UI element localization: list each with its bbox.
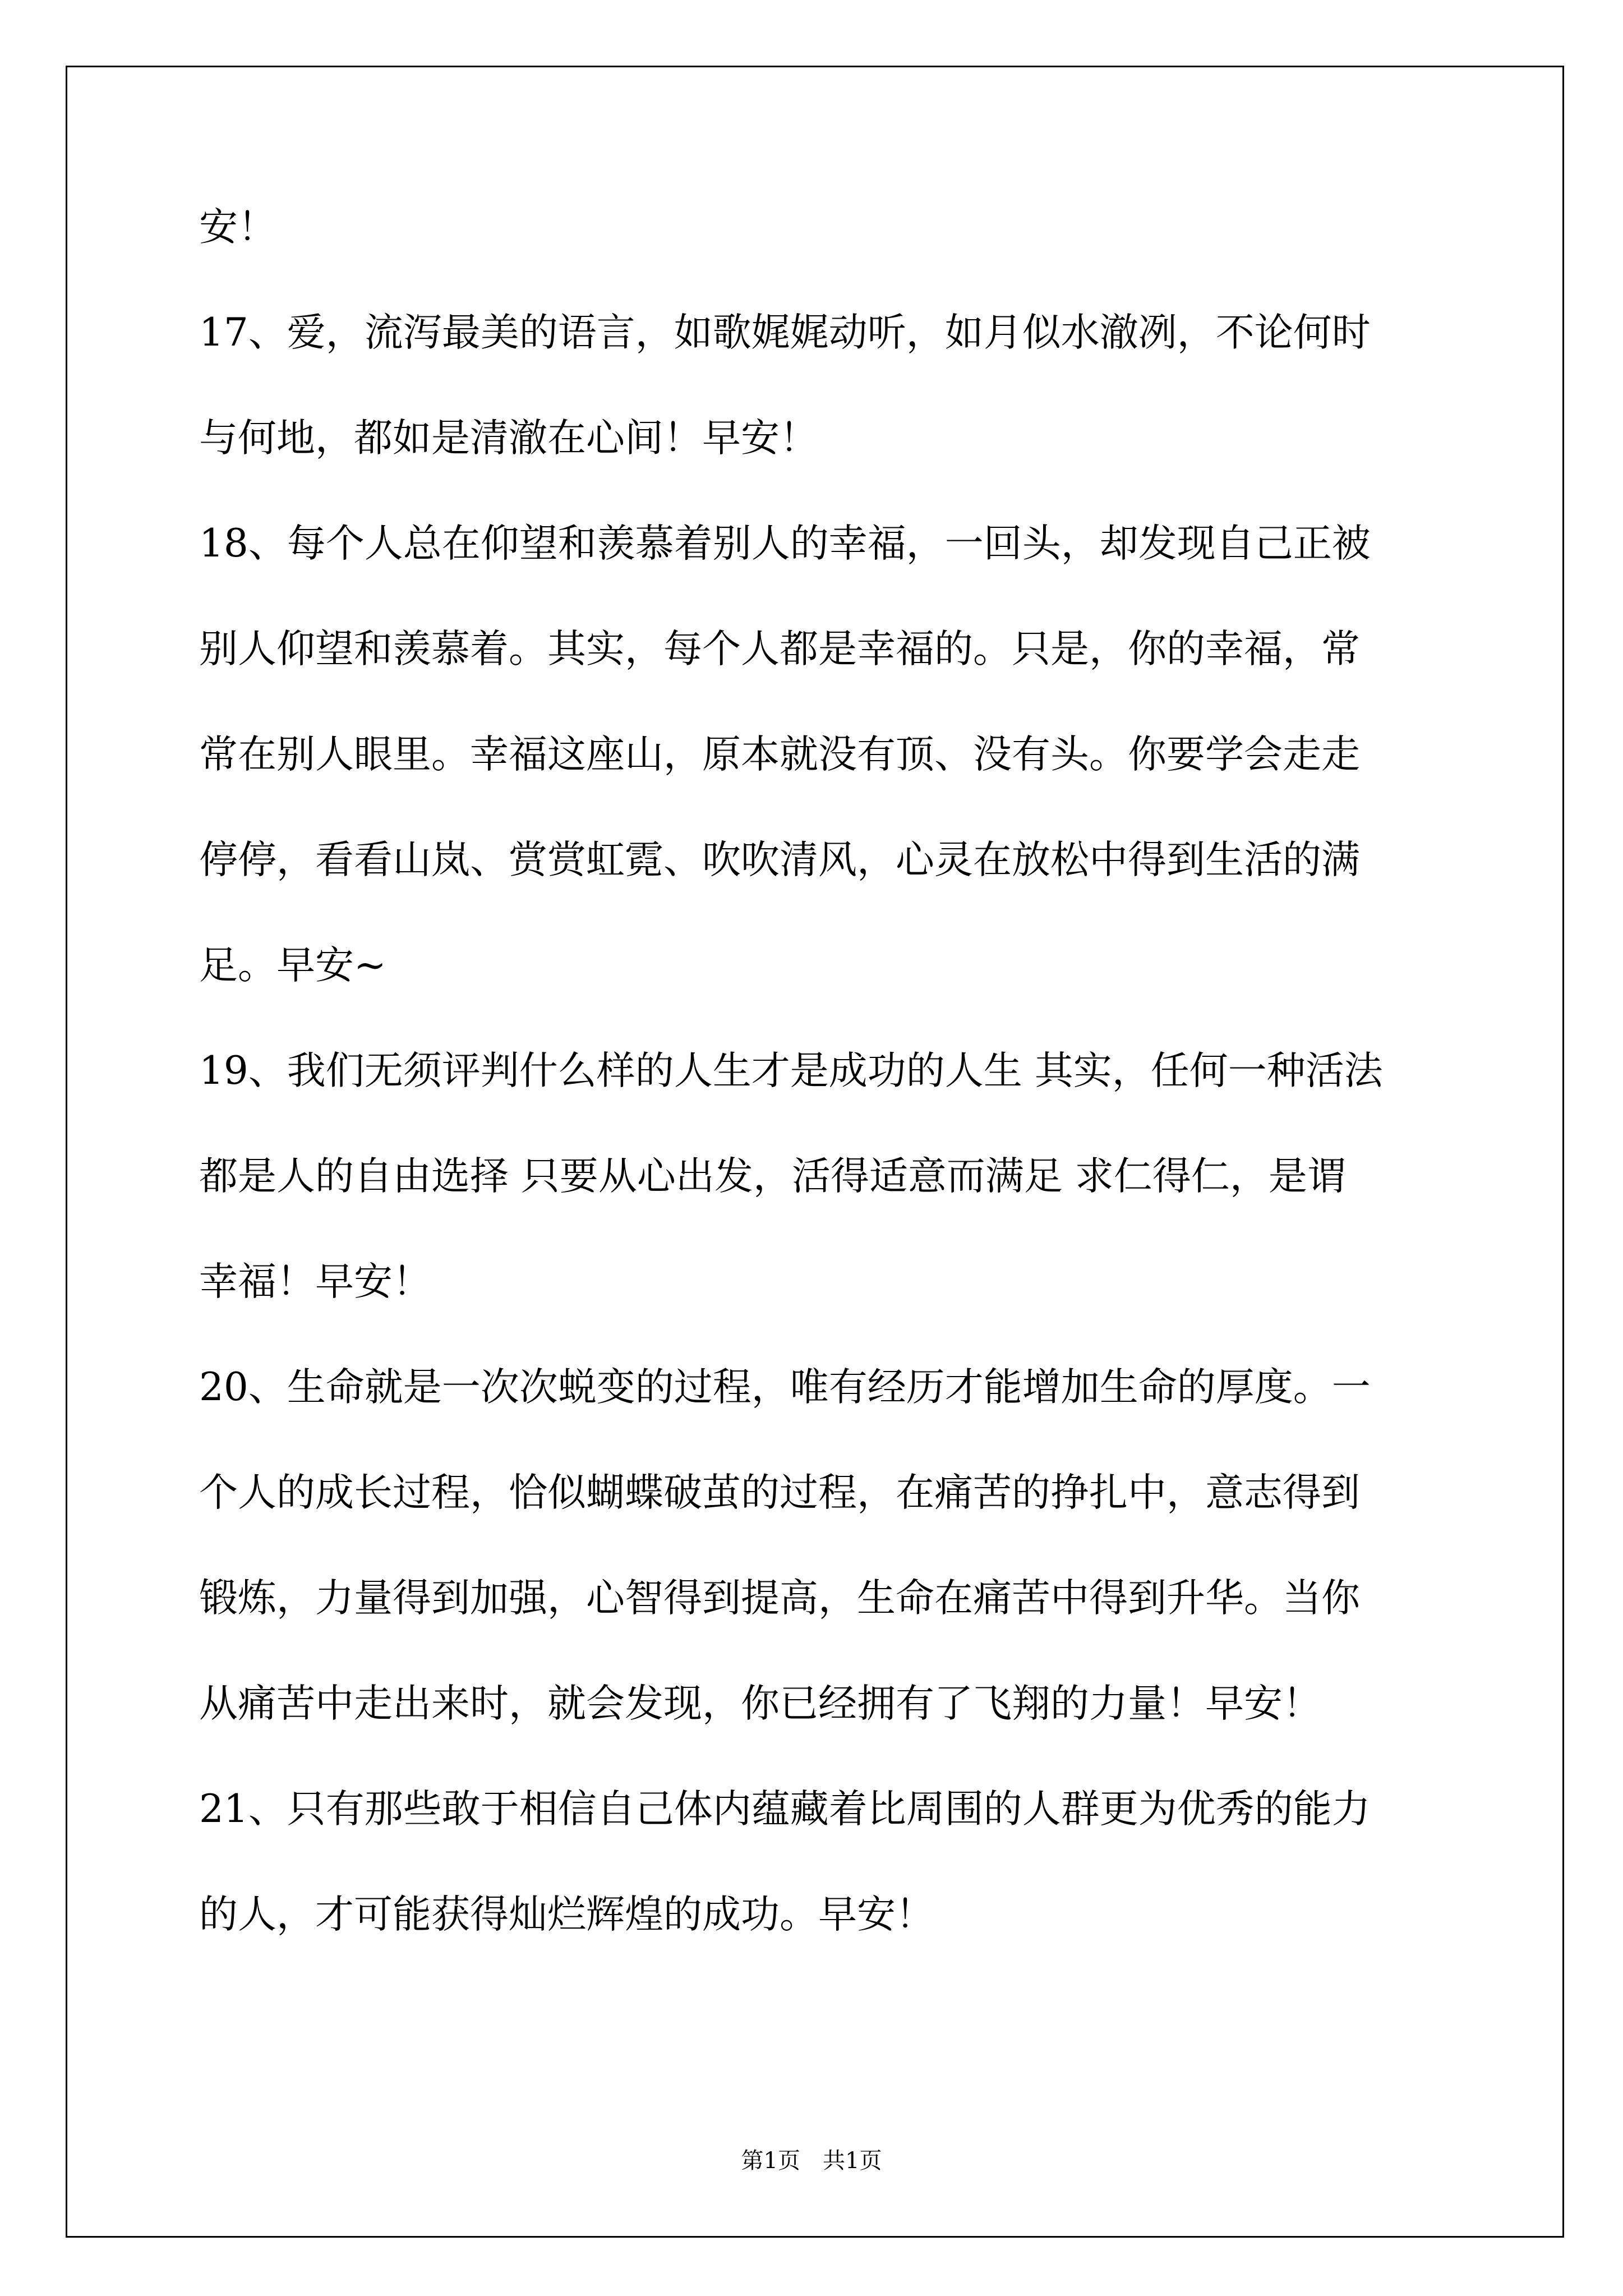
text-line: 与何地，都如是清澈在心间！早安！ <box>199 416 818 461</box>
text-line: 停停，看看山岚、赏赏虹霓、吹吹清风，心灵在放松中得到生活的满 <box>199 838 1360 882</box>
text-line: 从痛苦中走出来时，就会发现，你已经拥有了飞翔的力量！早安！ <box>199 1681 1321 1726</box>
text-line: 幸福！早安！ <box>199 1259 431 1304</box>
text-line: 17、爱，流泻最美的语言，如歌娓娓动听，如月似水澈冽，不论何时 <box>199 310 1371 355</box>
text-line: 18、每个人总在仰望和羡慕着别人的幸福，一回头，却发现自己正被 <box>199 521 1371 566</box>
text-line: 20、生命就是一次次蜕变的过程，唯有经历才能增加生命的厚度。一 <box>199 1365 1371 1410</box>
page-footer: 第1页 共1页 <box>741 2148 882 2174</box>
text-line: 锻炼，力量得到加强，心智得到提高，生命在痛苦中得到升华。当你 <box>199 1576 1360 1621</box>
text-line: 都是人的自由选择 只要从心出发，活得适意而满足 求仁得仁，是谓 <box>199 1154 1346 1199</box>
text-line: 的人，才可能获得灿烂辉煌的成功。早安！ <box>199 1892 934 1937</box>
text-line: 安！ <box>199 205 276 250</box>
text-line: 常在别人眼里。幸福这座山，原本就没有顶、没有头。你要学会走走 <box>199 732 1360 777</box>
text-line: 19、我们无须评判什么样的人生才是成功的人生 其实，任何一种活法 <box>199 1048 1383 1093</box>
text-line: 别人仰望和羡慕着。其实，每个人都是幸福的。只是，你的幸福，常 <box>199 627 1360 671</box>
text-line: 21、只有那些敢于相信自己体内蕴藏着比周围的人群更为优秀的能力 <box>199 1787 1371 1832</box>
text-line: 足。早安~ <box>199 943 386 988</box>
text-line: 个人的成长过程，恰似蝴蝶破茧的过程，在痛苦的挣扎中，意志得到 <box>199 1470 1360 1515</box>
